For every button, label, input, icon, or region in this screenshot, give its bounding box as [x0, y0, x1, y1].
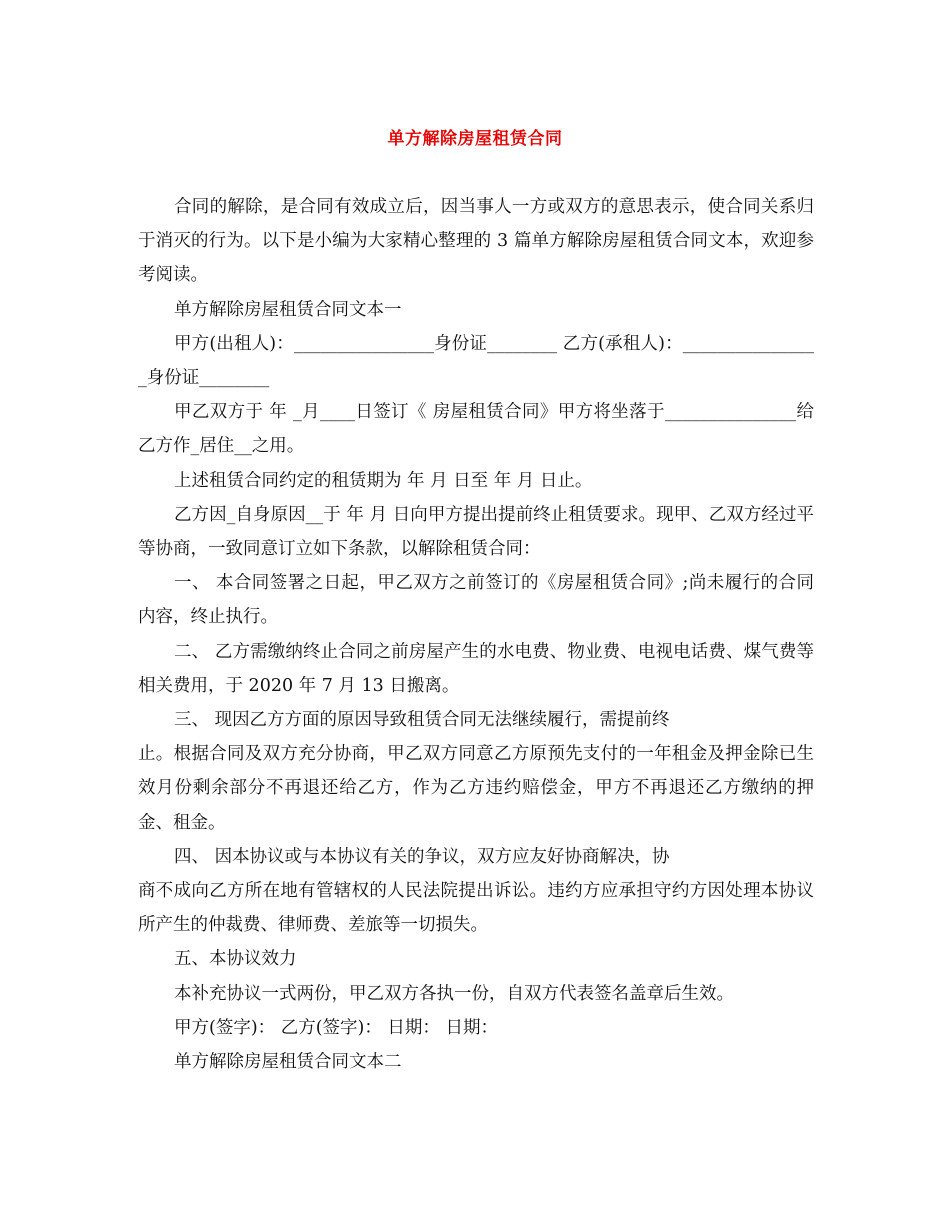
- lease-term-line: 上述租赁合同约定的租赁期为 年 月 日至 年 月 日止。: [174, 470, 593, 491]
- section-heading-text-one: 单方解除房屋租赁合同文本一: [174, 299, 402, 320]
- clause-two: 二、 乙方需缴纳终止合同之前房屋产生的水电费、物业费、电视电话费、煤气费等相关费用，于 2020 年 7 月 13 日搬离。: [138, 641, 814, 696]
- clause-three-continued: 止。根据合同及双方充分协商，甲乙双方同意乙方原预先支付的一年租金及押金除已生效月份剩余部分不再退还给乙方，作为乙方违约赔偿金，甲方不再退还乙方缴纳的押金、租金。: [138, 744, 814, 833]
- clause-four-continued: 商不成向乙方所在地有管辖权的人民法院提出诉讼。违约方应承担守约方因处理本协议所产生的仲裁费、律师费、差旅等一切损失。: [138, 881, 814, 936]
- intro-paragraph: 合同的解除，是合同有效成立后，因当事人一方或双方的意思表示，使合同关系归于消灭的行为。以下是小编为大家精心整理的 3 篇单方解除房屋租赁合同文本，欢迎参考阅读。: [138, 197, 814, 286]
- document-title: 单方解除房屋租赁合同: [387, 129, 563, 149]
- clause-three-start: 三、 现因乙方方面的原因导致租赁合同无法继续履行，需提前终: [174, 710, 670, 731]
- contract-date-line: 甲乙双方于 年 _月____日签订《 房屋租赁合同》甲方将坐落于_______________给乙方作_居住__之用。: [138, 402, 814, 457]
- clause-five-heading: 五、本协议效力: [174, 949, 297, 970]
- clause-four-start: 四、 因本协议或与本协议有关的争议，双方应友好协商解决，协: [174, 846, 670, 867]
- document-body: [138, 190, 814, 1079]
- termination-request-paragraph: 乙方因_自身原因__于 年 月 日向甲方提出提前终止租赁要求。现甲、乙双方经过平等协商，一致同意订立如下条款，以解除租赁合同：: [138, 504, 814, 560]
- signature-line: 甲方(签字)： 乙方(签字)： 日期： 日期：: [174, 1017, 498, 1038]
- parties-line: 甲方(出租人)：________________身份证________ 乙方(承租人)：________________身份证________: [138, 333, 814, 389]
- clause-one: 一、 本合同签署之日起，甲乙双方之前签订的《房屋租赁合同》;尚未履行的合同内容，终止执行。: [138, 573, 814, 628]
- section-heading-text-two: 单方解除房屋租赁合同文本二: [174, 1052, 402, 1073]
- clause-five-body: 本补充协议一式两份，甲乙双方各执一份，自双方代表签名盖章后生效。: [174, 983, 734, 1004]
